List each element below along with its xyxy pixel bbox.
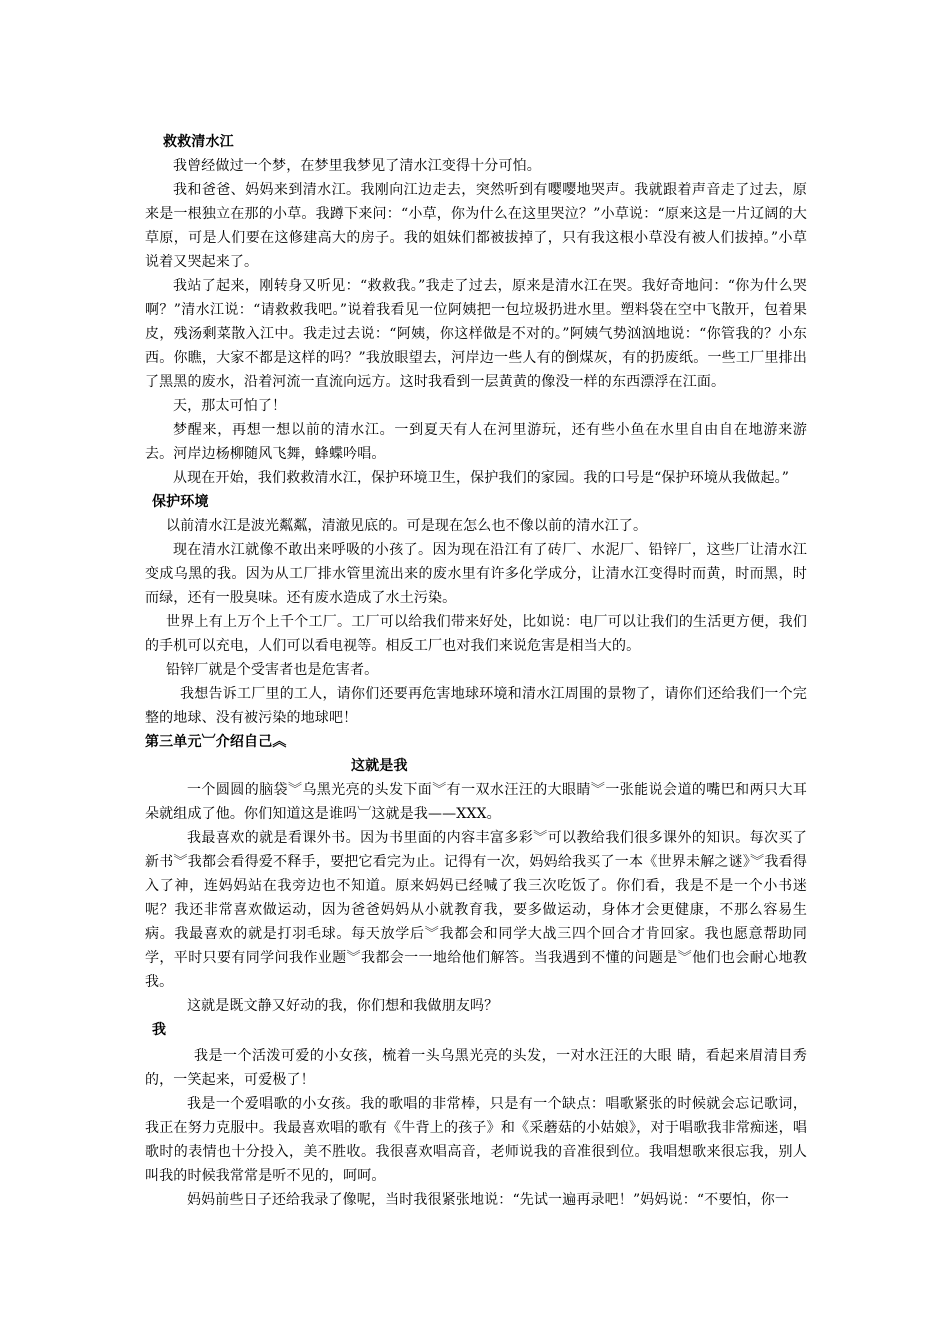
essay-this-is-me (0, 754, 950, 1018)
paragraph: 我是一个爱唱歌的小女孩。我的歌唱的非常棒，只是有一个缺点：唱歌紧张的时候就会忘记歌词，我正在努力克服中。我最喜欢唱的歌有《牛背上的孩子》和《采蘑菇的小姑娘》，对于唱歌我非常痴迷，唱歌时的表情也十分投入，美不胜收。我很喜欢唱高音，老师说我的音准很到位。我唱想歌来很忘我，别人叫我的时候我常常是听不见的，呵呵。 (145, 1096, 807, 1184)
paragraph: 我最喜欢的就是看课外书。因为书里面的内容丰富多彩︾可以教给我们很多课外的知识。每次买了新书︾我都会看得爱不释手，要把它看完为止。记得有一次，妈妈给我买了一本《世界未解之谜》︾我看得入了神，连妈妈站在我旁边也不知道。原来妈妈已经喊了我三次吃饭了。你们看，我是不是一个小书迷呢？我还非常喜欢做运动，因为爸爸妈妈从小就教育我，要多做运动，身体才会更健康，不那么容易生病。我最喜欢的就是打羽毛球。每天放学后︾我都会和同学大战三四个回合才肯回家。我也愿意帮助同学，平时只要有同学问我作业题︾我都会一一地给他们解答。当我遇到不懂的问题是︾他们也会耐心地教我。 (145, 830, 807, 990)
paragraph: 我和爸爸、妈妈来到清水江。我刚向江边走去，突然听到有嘤嘤地哭声。我就跟着声音走了过去，原来是一根独立在那的小草。我蹲下来问：“小草，你为什么在这里哭泣？”小草说：“原来这是一片辽阔的大草原，可是人们要在这修建高大的房子。我的姐妹们都被拔掉了，只有我这根小草没有被人们拔掉。”小草说着又哭起来了。 (145, 182, 807, 270)
document-page (0, 130, 950, 1212)
essay-me (0, 1018, 950, 1212)
paragraph: 天，那太可怕了！ (173, 398, 287, 414)
unit-heading: 第三单元︺介绍自己︽ (145, 734, 287, 750)
paragraph: 梦醒来，再想一想以前的清水江。一到夏天有人在河里游玩，还有些小鱼在水里自由自在地游来游去。河岸边杨柳随风飞舞，蜂蝶吟唱。 (145, 422, 807, 462)
paragraph: 现在清水江就像不敢出来呼吸的小孩了。因为现在沿江有了砖厂、水泥厂、铅锌厂，这些厂让清水江变成乌黑的我。因为从工厂排水管里流出来的废水里有许多化学成分，让清水江变得时而黄，时而黑，时而绿，还有一股臭味。还有废水造成了水土污染。 (145, 542, 807, 606)
paragraph: 世界上有上万个上千个工厂。工厂可以给我们带来好处，比如说：电厂可以让我们的生活更方便，我们的手机可以充电，人们可以看电视等。相反工厂也对我们来说危害是相当大的。 (145, 614, 807, 654)
paragraph: 我是一个活泼可爱的小女孩，梳着一头乌黑光亮的头发，一对水汪汪的大眼 睛，看起来眉清目秀的，一笑起来，可爱极了！ (145, 1048, 807, 1088)
essay-title: 这就是我 (351, 758, 408, 774)
paragraph: 这就是既文静又好动的我，你们想和我做朋友吗？ (187, 998, 499, 1014)
paragraph: 从现在开始，我们救救清水江，保护环境卫生，保护我们的家园。我的口号是“保护环境从我做起。” (173, 470, 790, 486)
essay-title: 我 (152, 1022, 167, 1038)
paragraph: 妈妈前些日子还给我录了像呢，当时我很紧张地说：“先试一遍再录吧！”妈妈说：“不要怕，你一 (187, 1192, 790, 1208)
paragraph: 我站了起来，刚转身又听见：“救救我。”我走了过去，原来是清水江在哭。我好奇地问：“你为什么哭啊？”清水江说：“请救救我吧。”说着我看见一位阿姨把一包垃圾扔进水里。塑料袋在空中飞散开，包着果皮，残汤剩菜散入江中。我走过去说：“阿姨，你这样做是不对的。”阿姨气势汹汹地说：“你管我的？小东西。你瞧，大家不都是这样的吗？”我放眼望去，河岸边一些人有的倒煤灰，有的扔废纸。一些工厂里排出了黑黑的废水，沿着河流一直流向远方。这时我看到一层黄黄的像没一样的东西漂浮在江面。 (145, 278, 807, 390)
essay-title: 救救清水江 (163, 134, 234, 150)
paragraph: 我曾经做过一个梦，在梦里我梦见了清水江变得十分可怕。 (173, 158, 541, 174)
essay-title: 保护环境 (152, 494, 209, 510)
paragraph: 以前清水江是波光粼粼，清澈见底的。可是现在怎么也不像以前的清水江了。 (166, 518, 648, 534)
essay-protect-environment (0, 490, 950, 730)
paragraph: 铅锌厂就是个受害者也是危害者。 (166, 662, 379, 678)
paragraph: 一个圆圆的脑袋︾乌黑光亮的头发下面︾有一双水汪汪的大眼睛︾一张能说会道的嘴巴和两只大耳朵就组成了他。你们知道这是谁吗︺这就是我——XXX。 (145, 782, 807, 822)
paragraph: 我想告诉工厂里的工人，请你们还要再危害地球环境和清水江周围的景物了，请你们还给我们一个完整的地球、没有被污染的地球吧！ (145, 686, 807, 726)
essay-save-qingshui-river (0, 130, 950, 490)
